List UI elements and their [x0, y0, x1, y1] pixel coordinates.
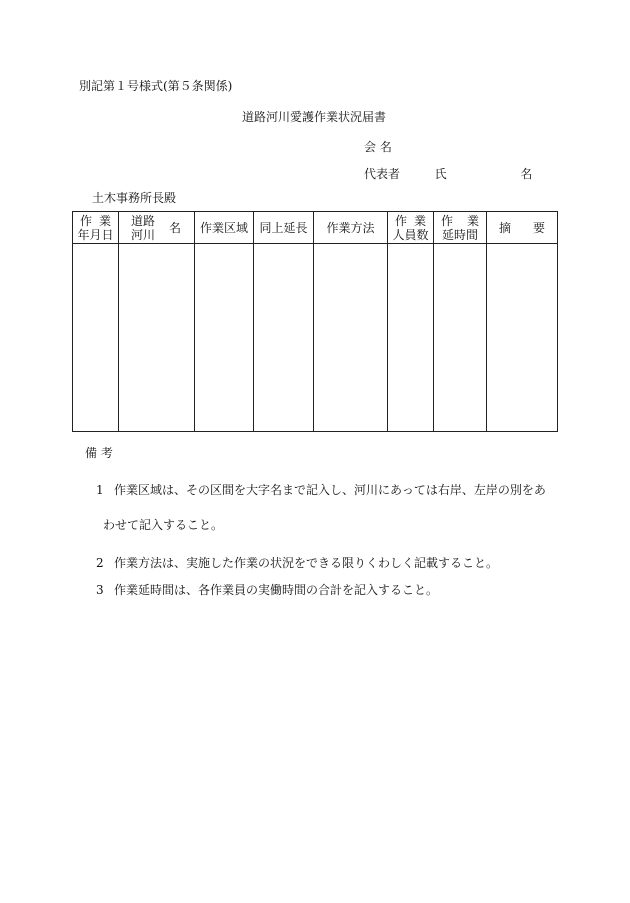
cell-road-river-name[interactable]	[119, 244, 195, 432]
work-report-table	[72, 211, 558, 432]
cell-work-date[interactable]	[73, 244, 119, 432]
representative-row	[364, 168, 532, 180]
addressee: 土木事務所長殿	[92, 191, 177, 205]
cell-worker-count[interactable]	[388, 244, 434, 432]
table-header-row	[73, 212, 558, 244]
note-item: 2 作業方法は、実施した作業の状況をできる限りくわしく記載すること。	[96, 556, 499, 570]
header-length: 同上延長	[254, 212, 314, 244]
header-work-area: 作業区域	[195, 212, 254, 244]
representative-ji-label: 氏	[434, 167, 447, 181]
note-item-continuation: わせて記入すること。	[103, 518, 224, 532]
cell-length[interactable]	[254, 244, 314, 432]
representative-name-label: 名	[520, 167, 533, 181]
cell-work-area[interactable]	[195, 244, 254, 432]
cell-summary[interactable]	[487, 244, 558, 432]
header-summary: 摘 要	[487, 212, 558, 244]
note-item: 3 作業延時間は、各作業員の実働時間の合計を記入すること。	[96, 583, 439, 597]
association-name-label: 会 名	[364, 140, 392, 154]
table-entry-row	[73, 244, 558, 432]
note-item: 1 作業区域は、その区間を大字名まで記入し、河川にあっては右岸、左岸の別をあ	[96, 483, 546, 497]
document-title: 道路河川愛護作業状況届書	[242, 110, 387, 124]
cell-work-method[interactable]	[314, 244, 388, 432]
header-work-method: 作業方法	[314, 212, 388, 244]
header-worker-count: 作 業 人員数	[388, 212, 434, 244]
header-road-river-name: 道路 河川 名	[119, 212, 195, 244]
notes-heading: 備 考	[85, 446, 113, 460]
form-number: 別記第１号様式(第５条関係)	[79, 79, 233, 93]
representative-label: 代表者	[364, 167, 401, 181]
header-work-date: 作 業 年月日	[73, 212, 119, 244]
header-total-hours: 作 業 延時間	[434, 212, 487, 244]
cell-total-hours[interactable]	[434, 244, 487, 432]
